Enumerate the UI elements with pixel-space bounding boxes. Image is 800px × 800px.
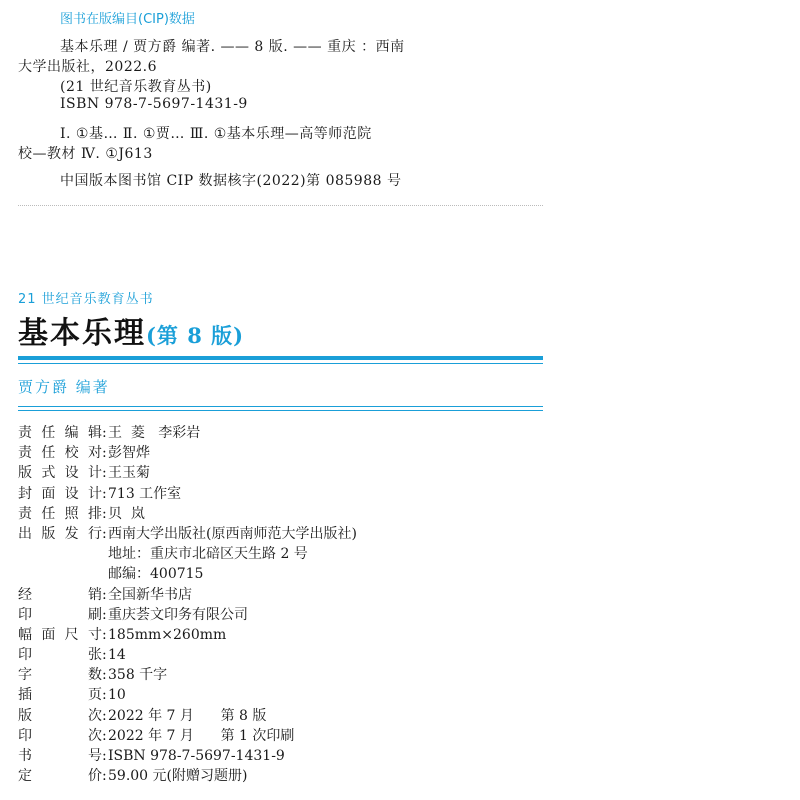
- credit-row: [18, 544, 357, 564]
- credit-value: ISBN 978-7-5697-1431-9: [108, 748, 285, 764]
- credit-colon: :: [102, 445, 107, 462]
- credit-colon: :: [102, 687, 107, 704]
- credit-label: 书号: [18, 748, 102, 764]
- credit-colon: :: [102, 525, 107, 542]
- cip-series-note: (21 世纪音乐教育丛书): [60, 79, 212, 95]
- credit-colon: :: [102, 465, 107, 482]
- cip-record-number: 中国版本图书馆 CIP 数据核字(2022)第 085988 号: [60, 173, 402, 189]
- credit-row: [18, 564, 357, 584]
- credit-colon: :: [102, 425, 107, 441]
- credit-row: [18, 726, 357, 746]
- credit-row: [18, 645, 357, 665]
- series-name: 21 世纪音乐教育丛书: [18, 292, 154, 307]
- book-title: [18, 308, 244, 352]
- author-rule-2: [18, 410, 543, 411]
- credit-row: [18, 443, 357, 463]
- credit-row: [18, 484, 357, 504]
- credit-value: 14: [108, 647, 126, 664]
- credit-value: 重庆荟文印务有限公司: [108, 606, 248, 623]
- credits-list: [18, 423, 357, 786]
- credit-value: 2022 年 7 月 第 1 次印刷: [108, 727, 295, 744]
- credit-row: [18, 605, 357, 625]
- credit-label: 经销: [18, 586, 102, 603]
- cip-classification-line-2: 校—教材 Ⅳ. ①J613: [18, 146, 153, 162]
- credit-colon: :: [102, 505, 107, 522]
- book-title-main: 基本乐理: [18, 316, 146, 351]
- credit-colon: :: [102, 626, 107, 643]
- credit-value: 全国新华书店: [108, 586, 192, 603]
- credit-value: 王 菱 李彩岩: [108, 425, 201, 441]
- credit-label: 版式设计: [18, 465, 102, 482]
- credit-value: 贝 岚: [108, 505, 145, 522]
- credit-label: 印次: [18, 727, 102, 744]
- credit-label: 责任照排: [18, 505, 102, 522]
- credit-value: 713 工作室: [108, 485, 182, 502]
- credit-row: [18, 504, 357, 524]
- credit-row: [18, 746, 357, 766]
- credit-colon: :: [102, 485, 107, 502]
- credit-label: 出版发行: [18, 525, 102, 542]
- author-line: 贾方爵 编著: [18, 378, 110, 396]
- credit-colon: :: [102, 707, 107, 724]
- book-edition: (第 8 版): [146, 323, 245, 348]
- credit-row: [18, 685, 357, 705]
- credit-label: 印张: [18, 647, 102, 664]
- title-rule-thick: [18, 356, 543, 360]
- cip-heading: 图书在版编目(CIP)数据: [60, 12, 195, 27]
- credit-value: 10: [108, 687, 126, 704]
- cip-entry-line-2: 大学出版社，2022.6: [18, 59, 157, 75]
- credit-label: 责任编辑: [18, 425, 102, 441]
- credit-value: 西南大学出版社(原西南师范大学出版社): [108, 525, 357, 542]
- credit-label: 责任校对: [18, 445, 102, 462]
- credit-row: [18, 423, 357, 443]
- credit-label: 定价: [18, 768, 102, 785]
- credit-label: 幅面尺寸: [18, 626, 102, 643]
- credit-colon: :: [102, 606, 107, 623]
- credit-value: 地址：重庆市北碚区天生路 2 号: [108, 546, 308, 563]
- credit-label: 印刷: [18, 606, 102, 623]
- credit-row: [18, 706, 357, 726]
- credit-value: 彭智烨: [108, 445, 150, 462]
- credit-row: [18, 625, 357, 645]
- credit-label: 插页: [18, 687, 102, 704]
- credit-colon: :: [102, 586, 107, 603]
- credit-row: [18, 585, 357, 605]
- credit-label: 字数: [18, 667, 102, 684]
- credit-colon: :: [102, 768, 107, 785]
- credit-colon: :: [102, 667, 107, 684]
- author-rule-1: [18, 406, 543, 407]
- credit-row: [18, 524, 357, 544]
- credit-label: 封面设计: [18, 485, 102, 502]
- credit-row: [18, 766, 357, 786]
- credit-label: 版次: [18, 707, 102, 724]
- credit-value: 2022 年 7 月 第 8 版: [108, 707, 267, 724]
- credit-row: [18, 665, 357, 685]
- cip-isbn: ISBN 978-7-5697-1431-9: [60, 96, 248, 112]
- credit-value: 358 千字: [108, 667, 168, 684]
- credit-colon: :: [102, 647, 107, 664]
- section-divider: [18, 205, 543, 206]
- cip-classification-line-1: Ⅰ. ①基… Ⅱ. ①贾… Ⅲ. ①基本乐理—高等师范院: [60, 126, 372, 142]
- title-rule-thin: [18, 363, 543, 364]
- credit-value: 59.00 元(附赠习题册): [108, 768, 248, 785]
- credit-value: 邮编：400715: [108, 566, 204, 583]
- credit-value: 王玉菊: [108, 465, 150, 482]
- credit-colon: :: [102, 727, 107, 744]
- credit-row: [18, 463, 357, 483]
- cip-entry-line-1: 基本乐理 / 贾方爵 编著. —— 8 版. —— 重庆 ：西南: [60, 39, 405, 55]
- credit-value: 185mm×260mm: [108, 626, 227, 643]
- credit-colon: :: [102, 748, 107, 764]
